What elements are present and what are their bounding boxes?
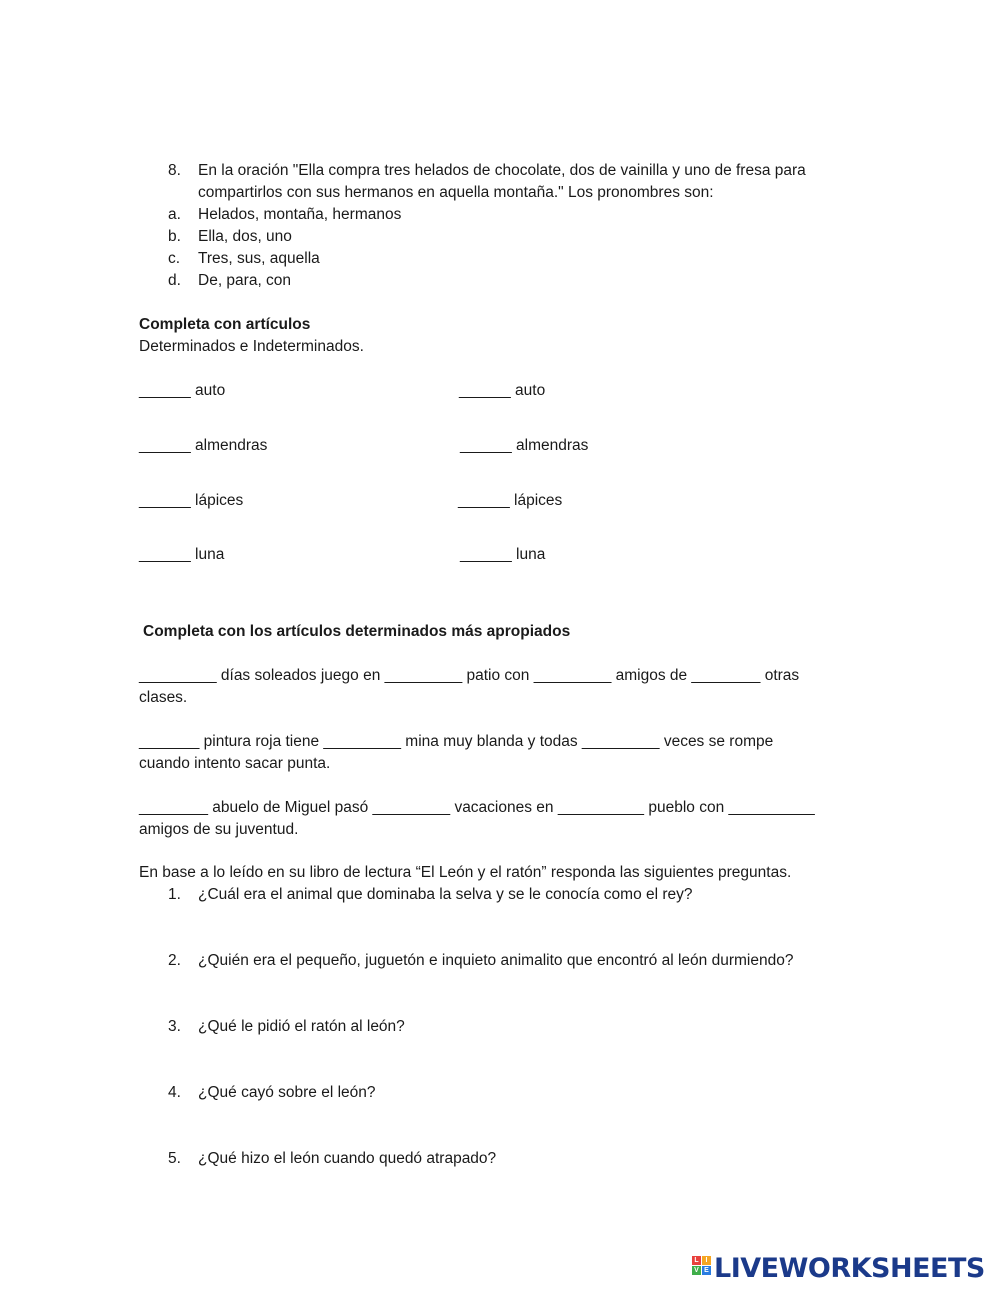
article-blank-right[interactable]: ______ luna xyxy=(460,546,546,563)
question-number: 4. xyxy=(168,1084,181,1101)
question-8-text-line1: En la oración "Ella compra tres helados de chocolate, dos de vainilla y uno de fresa para xyxy=(198,162,806,179)
sentence-1-line1[interactable]: _________ días soleados juego en _________ patio con _________ amigos de ________ otras xyxy=(139,667,800,684)
option-d[interactable]: De, para, con xyxy=(198,272,292,289)
question-number: 1. xyxy=(168,886,181,903)
question-number: 2. xyxy=(168,952,181,969)
article-blank-left[interactable]: ______ almendras xyxy=(139,437,268,454)
option-a[interactable]: Helados, montaña, hermanos xyxy=(198,206,402,223)
question-1-text: ¿Cuál era el animal que dominaba la selva y se le conocía como el rey? xyxy=(198,886,693,903)
option-b[interactable]: Ella, dos, uno xyxy=(198,228,292,245)
article-blank-right[interactable]: ______ lápices xyxy=(458,492,563,509)
sentence-3-line2: amigos de su juventud. xyxy=(139,821,299,838)
option-letter: b. xyxy=(168,228,181,245)
logo-mark-tile: I xyxy=(702,1256,711,1265)
logo-mark-icon xyxy=(692,1256,711,1282)
article-blank-right[interactable]: ______ almendras xyxy=(460,437,589,454)
logo-mark-tile: V xyxy=(692,1266,701,1275)
option-letter: d. xyxy=(168,272,181,289)
sentence-2-line2: cuando intento sacar punta. xyxy=(139,755,331,772)
question-number: 5. xyxy=(168,1150,181,1167)
question-8-number: 8. xyxy=(168,162,181,179)
article-blank-left[interactable]: ______ lápices xyxy=(139,492,244,509)
sentence-1-line2: clases. xyxy=(139,689,188,706)
reading-intro: En base a lo leído en su libro de lectura “El León y el ratón” responda las siguientes preguntas. xyxy=(139,864,792,881)
article-blank-left[interactable]: ______ luna xyxy=(139,546,225,563)
logo-text: LIVEWORKSHEETS xyxy=(714,1253,985,1284)
logo-mark-tile: E xyxy=(702,1266,711,1275)
article-blank-left[interactable]: ______ auto xyxy=(139,382,226,399)
liveworksheets-logo xyxy=(692,1253,985,1284)
option-letter: a. xyxy=(168,206,181,223)
section1-subtitle: Determinados e Indeterminados. xyxy=(139,338,364,355)
question-3-text: ¿Qué le pidió el ratón al león? xyxy=(198,1018,405,1035)
sentence-2-line1[interactable]: _______ pintura roja tiene _________ mina muy blanda y todas _________ veces se rompe xyxy=(139,733,774,750)
option-letter: c. xyxy=(168,250,181,267)
question-5-text: ¿Qué hizo el león cuando quedó atrapado? xyxy=(198,1150,497,1167)
option-c[interactable]: Tres, sus, aquella xyxy=(198,250,320,267)
section2-title: Completa con los artículos determinados más apropiados xyxy=(143,623,571,640)
question-number: 3. xyxy=(168,1018,181,1035)
question-8-text-line2: compartirlos con sus hermanos en aquella montaña." Los pronombres son: xyxy=(198,184,714,201)
sentence-3-line1[interactable]: ________ abuelo de Miguel pasó _________ vacaciones en __________ pueblo con __________ xyxy=(139,799,815,816)
section1-title: Completa con artículos xyxy=(139,316,311,333)
logo-mark-tile: L xyxy=(692,1256,701,1265)
article-blank-right[interactable]: ______ auto xyxy=(459,382,546,399)
question-2-text: ¿Quién era el pequeño, juguetón e inquieto animalito que encontró al león durmiendo? xyxy=(198,952,794,969)
question-4-text: ¿Qué cayó sobre el león? xyxy=(198,1084,376,1101)
